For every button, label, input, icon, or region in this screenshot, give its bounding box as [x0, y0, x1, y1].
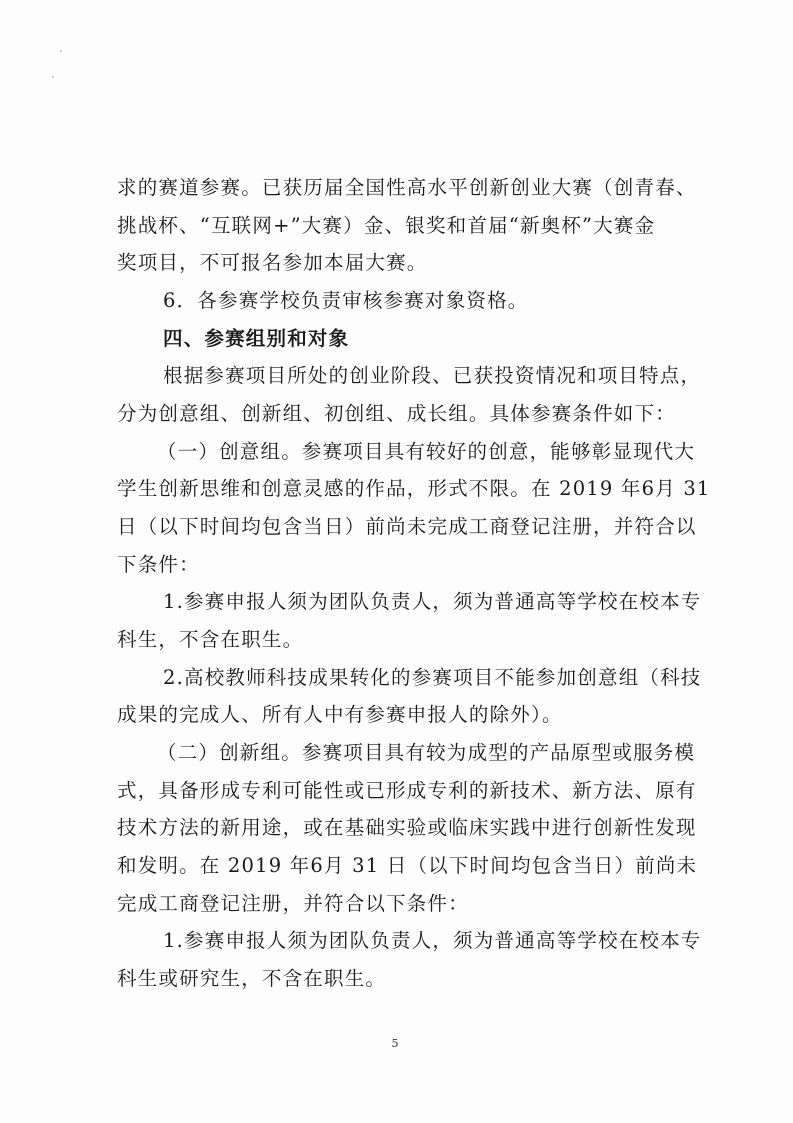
page-number: 5: [391, 1037, 399, 1050]
paragraph-line: 6．各参赛学校负责审核参赛对象资格。: [163, 289, 529, 312]
paragraph-line: 奖项目，不可报名参加本届大赛。: [117, 251, 428, 274]
paragraph-line: （一）创意组。参赛项目具有较好的创意，能够彰显现代大: [157, 440, 696, 463]
paragraph-line: 2.高校教师科技成果转化的参赛项目不能参加创意组（科技: [163, 666, 702, 689]
paragraph-line: 技术方法的新用途，或在基础实验或临床实践中进行创新性发现: [117, 816, 697, 839]
paragraph-line: 求的赛道参赛。已获历届全国性高水平创新创业大赛（创青春、: [117, 176, 697, 199]
paragraph-line: 和发明。在 2019 年6月 31 日（以下时间均包含当日）前尚未: [117, 854, 698, 877]
paragraph-line: 完成工商登记注册，并符合以下条件：: [117, 892, 469, 915]
paragraph-line: （二）创新组。参赛项目具有较为成型的产品原型或服务模: [157, 741, 696, 764]
scan-speck: [60, 50, 62, 52]
paragraph-line: 挑战杯、“互联网+”大赛）金、银奖和首届“新奥杯”大赛金: [117, 214, 656, 237]
paragraph-line: 学生创新思维和创意灵感的作品，形式不限。在 2019 年6月 31: [117, 477, 711, 500]
paragraph-line: 成果的完成人、所有人中有参赛申报人的除外）。: [117, 703, 563, 726]
paragraph-line: 科生或研究生，不含在职生。: [117, 967, 387, 990]
paragraph-line: 式，具备形成专利可能性或已形成专利的新技术、新方法、原有: [117, 779, 697, 802]
paragraph-line: 1.参赛申报人须为团队负责人，须为普通高等学校在校本专: [163, 929, 702, 952]
section-heading: 四、参赛组别和对象: [163, 327, 350, 350]
scan-speck: [52, 76, 54, 78]
paragraph-line: 根据参赛项目所处的创业阶段、已获投资情况和项目特点，: [163, 364, 702, 387]
paragraph-line: 日（以下时间均包含当日）前尚未完成工商登记注册，并符合以: [117, 515, 697, 538]
paragraph-line: 1.参赛申报人须为团队负责人，须为普通高等学校在校本专: [163, 590, 702, 613]
paragraph-line: 下条件：: [117, 553, 200, 576]
paragraph-line: 科生，不含在职生。: [117, 628, 304, 651]
paragraph-line: 分为创意组、创新组、初创组、成长组。具体参赛条件如下：: [117, 402, 676, 425]
